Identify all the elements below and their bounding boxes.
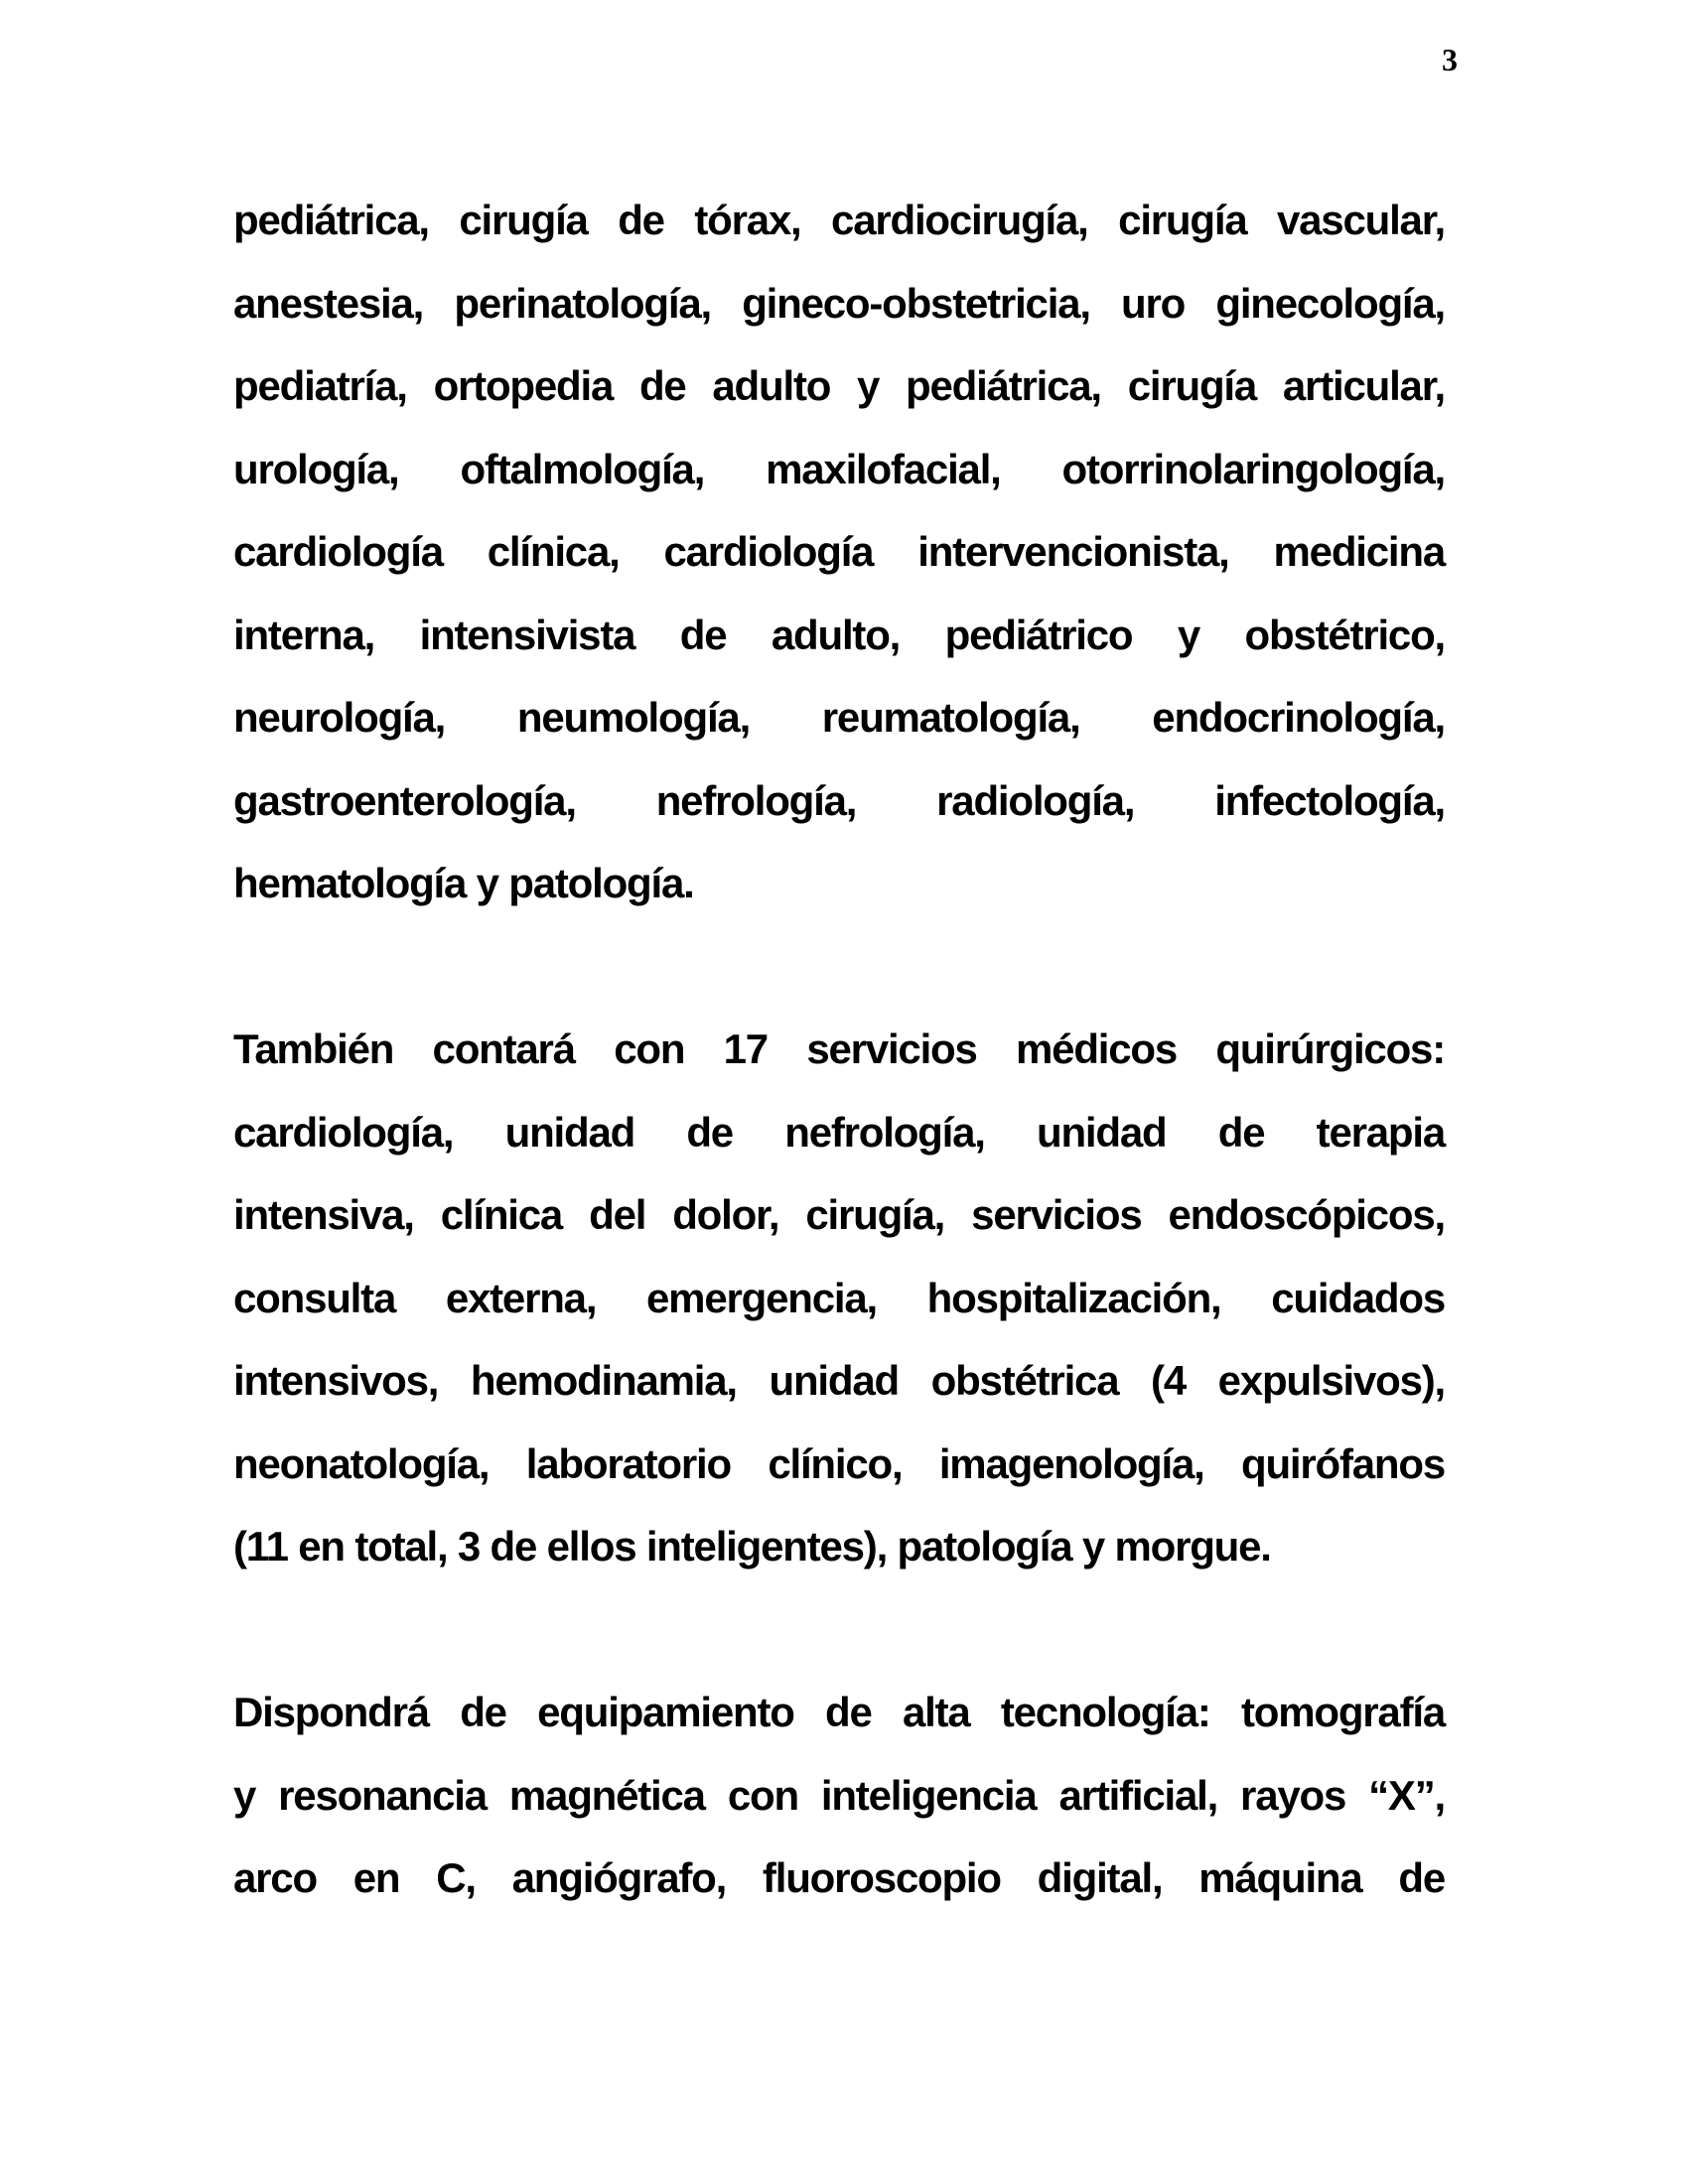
text-line: y resonancia magnética con inteligencia artificial, rayos “X”, xyxy=(233,1771,1445,1819)
text-line: urología, oftalmología, maxilofacial, otorrinolaringología, xyxy=(233,445,1445,492)
text-line: arco en C, angiógrafo, fluoroscopio digital, máquina de xyxy=(233,1854,1445,1901)
text-line: cardiología clínica, cardiología intervencionista, medicina xyxy=(233,528,1445,575)
text-line: pediatría, ortopedia de adulto y pediátrica, cirugía articular, xyxy=(233,362,1445,409)
text-line: neonatología, laboratorio clínico, imagenología, quirófanos xyxy=(233,1439,1445,1487)
text-line: pediátrica, cirugía de tórax, cardiocirugía, cirugía vascular, xyxy=(233,197,1445,243)
text-line: hematología y patología. xyxy=(233,860,694,906)
paragraph-spacer xyxy=(233,1588,1445,1672)
text-line: gastroenterología, nefrología, radiología, infectología, xyxy=(233,776,1445,824)
text-line: interna, intensivista de adulto, pediátrico y obstétrico, xyxy=(233,611,1445,658)
document-body xyxy=(233,179,1445,1920)
text-line: consulta externa, emergencia, hospitalización, cuidados xyxy=(233,1274,1445,1321)
text-line: Dispondrá de equipamiento de alta tecnología: tomografía xyxy=(233,1689,1445,1735)
text-line: intensivos, hemodinamia, unidad obstétrica (4 expulsivos), xyxy=(233,1357,1445,1404)
paragraph-specialties xyxy=(233,179,1445,925)
text-line: neurología, neumología, reumatología, endocrinología, xyxy=(233,694,1445,741)
paragraph-services xyxy=(233,1008,1445,1588)
text-line: intensiva, clínica del dolor, cirugía, servicios endoscópicos, xyxy=(233,1191,1445,1238)
page-number: 3 xyxy=(1442,42,1458,77)
text-line: cardiología, unidad de nefrología, unidad de terapia xyxy=(233,1108,1445,1156)
text-line: (11 en total, 3 de ellos inteligentes), patología y morgue. xyxy=(233,1523,1271,1570)
paragraph-spacer xyxy=(233,925,1445,1009)
text-line: También contará con 17 servicios médicos quirúrgicos: xyxy=(233,1025,1445,1072)
text-line: anestesia, perinatología, gineco-obstetricia, uro ginecología, xyxy=(233,279,1445,327)
paragraph-equipment xyxy=(233,1671,1445,1920)
